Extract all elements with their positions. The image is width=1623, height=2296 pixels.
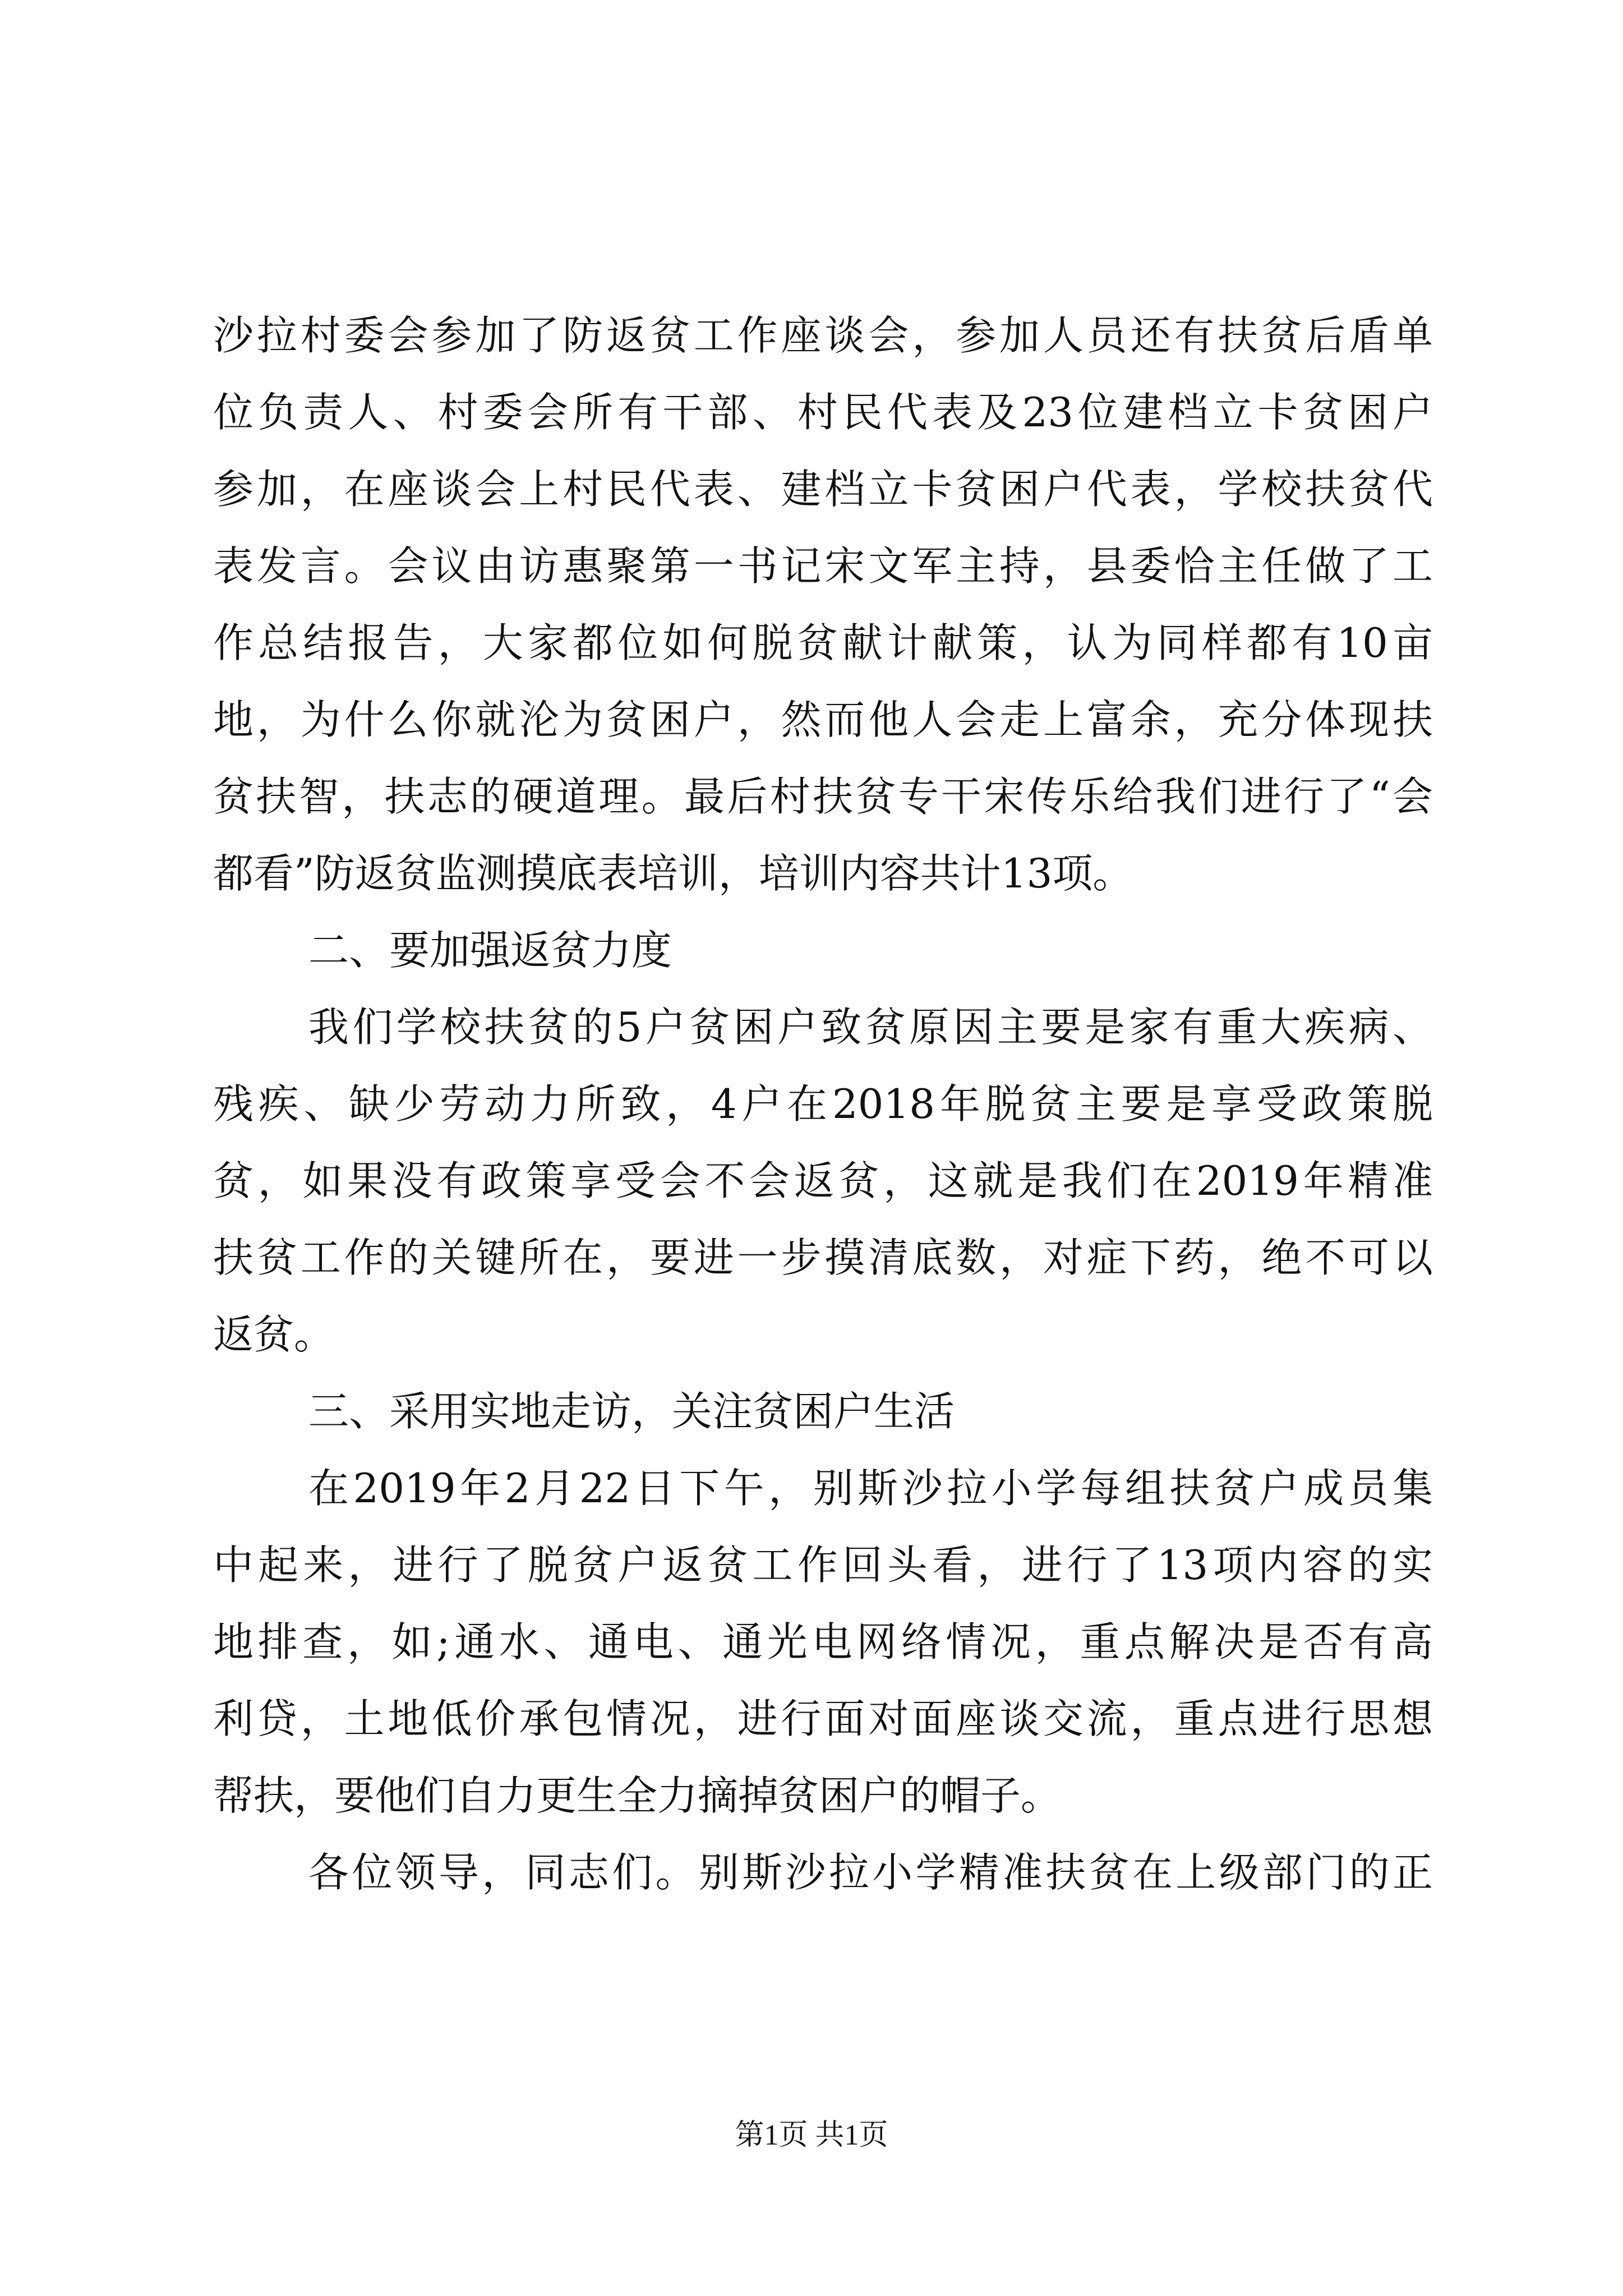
document-body [213, 297, 1433, 1911]
paragraph-line: 在2019年2月22日下午，别斯沙拉小学每组扶贫户成员集 [308, 1465, 1433, 1512]
paragraph-line: 作总结报告，大家都位如何脱贫献计献策，认为同样都有10亩 [213, 619, 1433, 666]
paragraph-line: 地，为什么你就沦为贫困户，然而他人会走上富余，充分体现扶 [213, 696, 1433, 743]
paragraph-line: 参加，在座谈会上村民代表、建档立卡贫困户代表，学校扶贫代 [213, 466, 1433, 513]
paragraph-line: 我们学校扶贫的5户贫困户致贫原因主要是家有重大疾病、 [308, 1004, 1433, 1051]
paragraph-line: 各位领导，同志们。别斯沙拉小学精准扶贫在上级部门的正 [308, 1849, 1433, 1896]
paragraph-line: 地排查，如;通水、通电、通光电网络情况，重点解决是否有高 [213, 1618, 1433, 1665]
paragraph-line: 沙拉村委会参加了防返贫工作座谈会，参加人员还有扶贫后盾单 [213, 312, 1433, 359]
paragraph-line: 返贫。 [213, 1311, 335, 1358]
paragraph-line: 残疾、缺少劳动力所致，4户在2018年脱贫主要是享受政策脱 [213, 1080, 1433, 1128]
paragraph-line: 中起来，进行了脱贫户返贫工作回头看，进行了13项内容的实 [213, 1542, 1433, 1589]
paragraph-line: 位负责人、村委会所有干部、村民代表及23位建档立卡贫困户 [213, 389, 1433, 436]
paragraph-line: 贫扶智，扶志的硬道理。最后村扶贫专干宋传乐给我们进行了“会 [213, 773, 1433, 820]
paragraph-line: 贫，如果没有政策享受会不会返贫，这就是我们在2019年精准 [213, 1157, 1433, 1204]
paragraph-line: 扶贫工作的关键所在，要进一步摸清底数，对症下药，绝不可以 [213, 1234, 1433, 1281]
page-number-footer: 第1页 共1页 [735, 2119, 888, 2151]
section-heading: 二、要加强返贫力度 [308, 927, 672, 974]
paragraph-line: 都看”防返贫监测摸底表培训，培训内容共计13项。 [213, 850, 1133, 897]
section-heading: 三、采用实地走访，关注贫困户生活 [308, 1388, 955, 1435]
paragraph-line: 利贷，土地低价承包情况，进行面对面座谈交流，重点进行思想 [213, 1695, 1433, 1742]
paragraph-line: 表发言。会议由访惠聚第一书记宋文军主持，县委恰主任做了工 [213, 542, 1433, 590]
paragraph-line: 帮扶，要他们自力更生全力摘掉贫困户的帽子。 [213, 1772, 1062, 1819]
